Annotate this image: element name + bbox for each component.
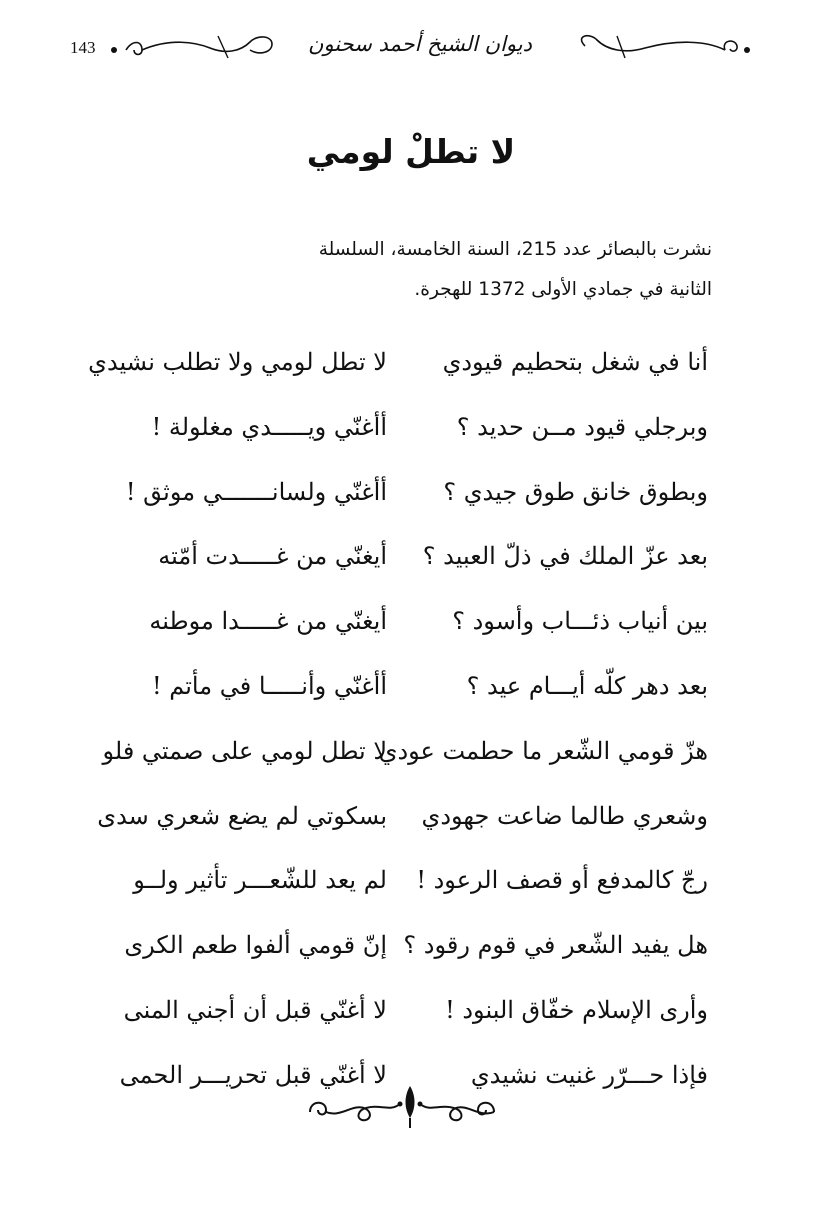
verse-second-hemistich: بعد دهر كلّه أيـــام عيد ؟ (466, 671, 708, 700)
verse-first-hemistich: لم يعد للشّعـــر تأثير ولــو (133, 866, 387, 895)
verse (0, 536, 822, 601)
verse-first-hemistich: لا تطل لومي على صمتي فلو (102, 736, 387, 765)
page-number: 143 (70, 38, 96, 57)
verse (0, 796, 822, 861)
verse-second-hemistich: هزّ قومي الشّعر ما حطمت عودي (378, 736, 708, 765)
publication-note (72, 230, 712, 310)
verse (0, 472, 822, 537)
verse (0, 342, 822, 407)
page-header (0, 22, 822, 72)
verse-first-hemistich: لا أغنّي قبل أن أجني المنى (123, 995, 387, 1024)
publication-note-line: نشرت بالبصائر عدد 215، السنة الخامسة، السلسلة (318, 239, 712, 260)
verse-second-hemistich: فإذا حـــرّر غنيت نشيدي (470, 1060, 708, 1089)
verse-first-hemistich: أأغنّي ويـــــدي مغلولة ! (151, 412, 387, 441)
verse-second-hemistich: بعد عزّ الملك في ذلّ العبيد ؟ (422, 542, 708, 571)
verse (0, 731, 822, 796)
verse-first-hemistich: إنّ قومي ألفوا طعم الكرى (124, 931, 387, 960)
verse-second-hemistich: أنا في شغل بتحطيم قيودي (442, 348, 708, 376)
footer-ornament-icon (300, 1078, 520, 1138)
verse-second-hemistich: وبرجلي قيود مــن حديد ؟ (456, 412, 708, 441)
book-title: ديوان الشيخ أحمد سحنون (308, 32, 532, 56)
publication-note-line: الثانية في جمادي الأولى 1372 للهجرة. (414, 279, 712, 300)
verse-first-hemistich: أيغنّي من غـــــدا موطنه (149, 607, 387, 636)
verse (0, 860, 822, 925)
verse-second-hemistich: وبطوق خانق طوق جيدي ؟ (443, 477, 708, 506)
poem-verses (0, 342, 822, 1120)
verse-second-hemistich: رجّ كالمدفع أو قصف الرعود ! (416, 866, 708, 895)
verse-first-hemistich: أيغنّي من غـــــدت أمّته (158, 542, 387, 571)
header-ornament-left-icon (100, 28, 280, 68)
verse-second-hemistich: هل يفيد الشّعر في قوم رقود ؟ (403, 931, 708, 960)
verse-first-hemistich: أأغنّي وأنـــــا في مأتم ! (152, 671, 387, 700)
header-ornament-right-icon (565, 28, 755, 68)
verse (0, 407, 822, 472)
verse (0, 990, 822, 1055)
verse-first-hemistich: أأغنّي ولسانـــــــي موثق ! (125, 477, 387, 506)
verse-first-hemistich: لا تطل لومي ولا تطلب نشيدي (88, 348, 387, 376)
verse (0, 601, 822, 666)
verse (0, 666, 822, 731)
verse (0, 925, 822, 990)
verse-second-hemistich: بين أنياب ذئـــاب وأسود ؟ (452, 607, 708, 636)
verse-second-hemistich: وشعري طالما ضاعت جهودي (421, 801, 708, 830)
verse-first-hemistich: لا أغنّي قبل تحريـــر الحمى (119, 1060, 387, 1089)
poem-title: لا تطلْ لومي (306, 132, 516, 171)
verse-second-hemistich: وأرى الإسلام خفّاق البنود ! (445, 995, 708, 1024)
verse-first-hemistich: بسكوتي لم يضع شعري سدى (97, 801, 387, 830)
